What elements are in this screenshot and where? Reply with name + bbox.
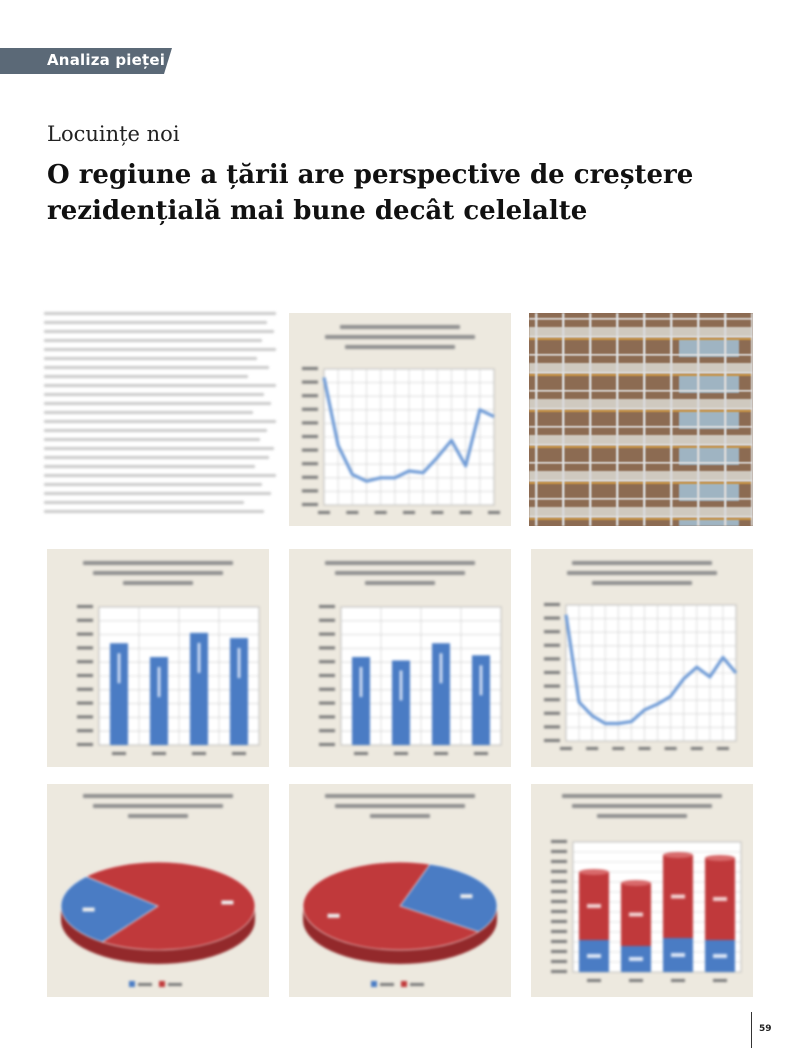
stack-bar-top bbox=[621, 880, 651, 886]
scaffold-rail bbox=[529, 408, 753, 410]
x-tick-label bbox=[612, 747, 624, 750]
legend-label bbox=[380, 983, 394, 986]
legend-label bbox=[410, 983, 424, 986]
y-tick-label bbox=[302, 381, 318, 384]
x-tick-label bbox=[354, 752, 368, 755]
chart-title-blur bbox=[325, 794, 475, 798]
x-tick-label bbox=[112, 752, 126, 755]
x-tick-label bbox=[717, 747, 729, 750]
x-tick-label bbox=[671, 979, 685, 982]
page-number: 59 bbox=[759, 1024, 772, 1034]
legend-label bbox=[168, 983, 182, 986]
chart-pie-2 bbox=[289, 784, 511, 997]
body-text-line bbox=[44, 465, 255, 468]
article-body-blurred bbox=[44, 312, 276, 530]
chart-title-blur bbox=[335, 571, 465, 575]
chart-title-blur bbox=[340, 325, 460, 329]
scaffold-rail bbox=[529, 372, 753, 374]
x-tick-label bbox=[431, 511, 443, 514]
x-tick-label bbox=[403, 511, 415, 514]
bar-data-label bbox=[118, 653, 121, 683]
y-tick-label bbox=[319, 674, 335, 677]
body-text-line bbox=[44, 321, 267, 324]
scaffold-pole bbox=[724, 313, 727, 526]
body-text-line bbox=[44, 420, 276, 423]
legend-swatch bbox=[159, 981, 165, 987]
y-tick-label bbox=[544, 725, 560, 728]
chart-title-blur bbox=[592, 581, 692, 585]
scaffolding-image bbox=[529, 313, 753, 526]
y-tick-label bbox=[551, 930, 567, 933]
scaffold-rail bbox=[529, 390, 753, 392]
x-tick-label bbox=[629, 979, 643, 982]
x-tick-label bbox=[713, 979, 727, 982]
chart-bar-2 bbox=[289, 549, 511, 767]
body-text-line bbox=[44, 375, 248, 378]
scaffold-pole bbox=[697, 313, 700, 526]
x-tick-label bbox=[394, 752, 408, 755]
x-tick-label bbox=[638, 747, 650, 750]
body-text-line bbox=[44, 492, 271, 495]
chart-title-blur bbox=[83, 794, 233, 798]
y-tick-label bbox=[551, 890, 567, 893]
y-tick-label bbox=[302, 503, 318, 506]
section-tab bbox=[0, 48, 172, 74]
scaffold-pole bbox=[751, 313, 753, 526]
body-text-line bbox=[44, 330, 274, 333]
y-tick-label bbox=[302, 476, 318, 479]
y-tick-label bbox=[544, 603, 560, 606]
chart-title-blur bbox=[365, 581, 435, 585]
article-kicker: Locuințe noi bbox=[47, 122, 180, 146]
stack-data-label bbox=[587, 904, 601, 908]
chart-line-1 bbox=[289, 313, 511, 526]
body-text-line bbox=[44, 384, 276, 387]
chart-panel-pie-1 bbox=[47, 784, 269, 997]
y-tick-label bbox=[551, 910, 567, 913]
y-tick-label bbox=[77, 715, 93, 718]
bar-data-label bbox=[158, 667, 161, 697]
bar-data-label bbox=[440, 653, 443, 683]
body-text-line bbox=[44, 456, 269, 459]
x-tick-label bbox=[587, 979, 601, 982]
x-tick-label bbox=[192, 752, 206, 755]
y-tick-label bbox=[302, 489, 318, 492]
y-tick-label bbox=[551, 880, 567, 883]
pie-data-label bbox=[221, 900, 233, 904]
x-tick-label bbox=[474, 752, 488, 755]
article-title: O regiune a țării are perspective de creștere rezidențială mai bune decât celelalte bbox=[47, 160, 694, 226]
chart-title-blur bbox=[325, 561, 475, 565]
y-tick-label bbox=[544, 644, 560, 647]
scaffold-pole bbox=[616, 313, 619, 526]
scaffold-rail bbox=[529, 336, 753, 338]
x-tick-label bbox=[691, 747, 703, 750]
scaffold-rail bbox=[529, 480, 753, 482]
y-tick-label bbox=[302, 367, 318, 370]
stack-bar-top bbox=[705, 855, 735, 861]
y-tick-label bbox=[551, 850, 567, 853]
body-text-line bbox=[44, 357, 257, 360]
y-tick-label bbox=[77, 619, 93, 622]
section-tab-label: Analiza pieței bbox=[47, 51, 166, 69]
y-tick-label bbox=[544, 617, 560, 620]
pie-data-label bbox=[460, 894, 472, 898]
chart-bar-1 bbox=[47, 549, 269, 767]
y-tick-label bbox=[551, 860, 567, 863]
bar-data-label bbox=[480, 665, 483, 695]
y-tick-label bbox=[551, 940, 567, 943]
chart-title-blur bbox=[597, 814, 687, 818]
y-tick-label bbox=[302, 408, 318, 411]
legend-label bbox=[138, 983, 152, 986]
bar-data-label bbox=[360, 667, 363, 697]
y-tick-label bbox=[544, 685, 560, 688]
y-tick-label bbox=[319, 633, 335, 636]
pie-data-label bbox=[83, 908, 95, 912]
y-tick-label bbox=[544, 671, 560, 674]
chart-title-blur bbox=[567, 571, 717, 575]
y-tick-label bbox=[551, 920, 567, 923]
x-tick-label bbox=[232, 752, 246, 755]
stack-data-label bbox=[671, 895, 685, 899]
y-tick-label bbox=[319, 702, 335, 705]
body-text-line bbox=[44, 312, 276, 315]
y-tick-label bbox=[77, 605, 93, 608]
bar-data-label bbox=[400, 670, 403, 700]
scaffold-rail bbox=[529, 354, 753, 356]
chart-title-blur bbox=[93, 571, 223, 575]
scaffold-rail bbox=[529, 462, 753, 464]
x-tick-label bbox=[152, 752, 166, 755]
y-tick-label bbox=[77, 702, 93, 705]
y-tick-label bbox=[319, 619, 335, 622]
body-text-line bbox=[44, 339, 262, 342]
y-tick-label bbox=[319, 605, 335, 608]
y-tick-label bbox=[302, 435, 318, 438]
x-tick-label bbox=[488, 511, 500, 514]
chart-panel-line-2 bbox=[531, 549, 753, 767]
y-tick-label bbox=[551, 900, 567, 903]
y-tick-label bbox=[319, 743, 335, 746]
body-text-line bbox=[44, 438, 260, 441]
scaffold-rail bbox=[529, 498, 753, 500]
chart-title-blur bbox=[370, 814, 430, 818]
y-tick-label bbox=[319, 646, 335, 649]
chart-title-blur bbox=[83, 561, 233, 565]
chart-pie-1 bbox=[47, 784, 269, 997]
y-tick-label bbox=[544, 698, 560, 701]
page-number-rule bbox=[751, 1012, 752, 1048]
y-tick-label bbox=[551, 840, 567, 843]
y-tick-label bbox=[551, 950, 567, 953]
chart-title-blur bbox=[345, 345, 455, 349]
x-tick-label bbox=[560, 747, 572, 750]
y-tick-label bbox=[551, 870, 567, 873]
stack-data-label bbox=[713, 954, 727, 958]
legend-swatch bbox=[371, 981, 377, 987]
y-tick-label bbox=[77, 729, 93, 732]
bar-data-label bbox=[198, 643, 201, 673]
chart-title-blur bbox=[562, 794, 722, 798]
x-tick-label bbox=[460, 511, 472, 514]
y-tick-label bbox=[319, 688, 335, 691]
scaffold-pole bbox=[589, 313, 592, 526]
stack-bar-top bbox=[579, 869, 609, 875]
y-tick-label bbox=[551, 960, 567, 963]
chart-panel-stacked bbox=[531, 784, 753, 997]
body-text-line bbox=[44, 429, 267, 432]
y-tick-label bbox=[77, 633, 93, 636]
scaffold-rail bbox=[529, 318, 753, 320]
scaffold-pole bbox=[535, 313, 538, 526]
y-tick-label bbox=[544, 657, 560, 660]
body-text-line bbox=[44, 366, 269, 369]
y-tick-label bbox=[77, 688, 93, 691]
chart-title-blur bbox=[335, 804, 465, 808]
scaffold-pole bbox=[643, 313, 646, 526]
body-text-line bbox=[44, 411, 253, 414]
body-text-line bbox=[44, 393, 264, 396]
chart-title-blur bbox=[325, 335, 475, 339]
x-tick-label bbox=[665, 747, 677, 750]
chart-title-blur bbox=[128, 814, 188, 818]
stack-data-label bbox=[671, 953, 685, 957]
y-tick-label bbox=[544, 630, 560, 633]
y-tick-label bbox=[319, 660, 335, 663]
body-text-line bbox=[44, 402, 271, 405]
chart-title-blur bbox=[572, 561, 712, 565]
y-tick-label bbox=[544, 712, 560, 715]
y-tick-label bbox=[77, 646, 93, 649]
y-tick-label bbox=[319, 715, 335, 718]
x-tick-label bbox=[434, 752, 448, 755]
y-tick-label bbox=[319, 729, 335, 732]
x-tick-label bbox=[346, 511, 358, 514]
legend-swatch bbox=[401, 981, 407, 987]
stack-data-label bbox=[629, 957, 643, 961]
scaffold-rail bbox=[529, 426, 753, 428]
chart-title-blur bbox=[123, 581, 193, 585]
chart-stacked-bar bbox=[531, 784, 753, 997]
x-tick-label bbox=[586, 747, 598, 750]
chart-panel-bar-2 bbox=[289, 549, 511, 767]
chart-panel-line-1 bbox=[289, 313, 511, 526]
scaffold-pole bbox=[562, 313, 565, 526]
body-text-line bbox=[44, 501, 244, 504]
chart-panel-pie-2 bbox=[289, 784, 511, 997]
body-text-line bbox=[44, 474, 276, 477]
x-tick-label bbox=[318, 511, 330, 514]
body-text-line bbox=[44, 483, 262, 486]
chart-line-2 bbox=[531, 549, 753, 767]
pie-data-label bbox=[328, 914, 340, 918]
window bbox=[679, 519, 739, 526]
chart-title-blur bbox=[93, 804, 223, 808]
scaffold-pole bbox=[670, 313, 673, 526]
body-text-line bbox=[44, 348, 276, 351]
scaffold-rail bbox=[529, 444, 753, 446]
x-tick-label bbox=[375, 511, 387, 514]
y-tick-label bbox=[544, 739, 560, 742]
chart-title-blur bbox=[572, 804, 712, 808]
stack-data-label bbox=[713, 897, 727, 901]
stack-bar-top bbox=[663, 852, 693, 858]
y-tick-label bbox=[302, 449, 318, 452]
chart-panel-bar-1 bbox=[47, 549, 269, 767]
y-tick-label bbox=[551, 970, 567, 973]
body-text-line bbox=[44, 510, 264, 513]
y-tick-label bbox=[77, 660, 93, 663]
bar-data-label bbox=[238, 648, 241, 678]
y-tick-label bbox=[302, 462, 318, 465]
scaffold-rail bbox=[529, 516, 753, 518]
stack-data-label bbox=[629, 913, 643, 917]
legend-swatch bbox=[129, 981, 135, 987]
y-tick-label bbox=[302, 394, 318, 397]
scaffolding-photo bbox=[529, 313, 753, 526]
y-tick-label bbox=[302, 421, 318, 424]
body-text-line bbox=[44, 447, 274, 450]
y-tick-label bbox=[77, 743, 93, 746]
stack-data-label bbox=[587, 954, 601, 958]
y-tick-label bbox=[77, 674, 93, 677]
